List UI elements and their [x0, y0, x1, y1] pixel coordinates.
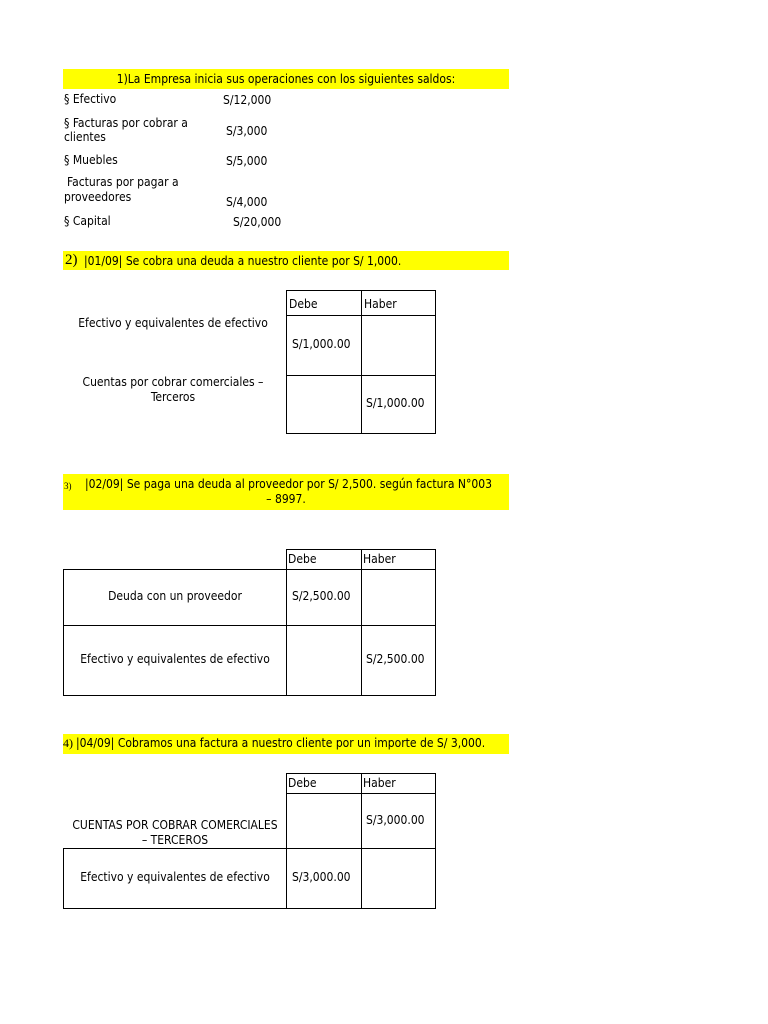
section3-row2-debe-cell	[286, 625, 362, 696]
section3-number: 3)	[64, 481, 72, 491]
section2-row1-debe: S/1,000.00	[292, 337, 351, 351]
balance-value-efectivo: S/12,000	[223, 93, 272, 107]
section2-title: |01/09| Se cobra una deuda a nuestro cliente por S/ 1,000.	[84, 254, 402, 268]
balance-label-facturas-cobrar-line2: clientes	[64, 130, 106, 144]
balance-label-muebles: § Muebles	[64, 153, 118, 167]
balance-label-facturas-cobrar: § Facturas por cobrar a	[64, 116, 188, 130]
section4-title: |04/09| Cobramos una factura a nuestro cliente por un importe de S/ 3,000.	[76, 736, 486, 750]
section1-title: 1)La Empresa inicia sus operaciones con los siguientes saldos:	[116, 72, 456, 86]
balance-value-facturas-cobrar: S/3,000	[226, 124, 268, 138]
section2-row2-label-line2: Terceros	[150, 390, 196, 404]
section4-row2-debe: S/3,000.00	[292, 870, 351, 884]
section4-row2-label: Efectivo y equivalentes de efectivo	[80, 870, 270, 884]
balance-value-muebles: S/5,000	[226, 154, 268, 168]
section3-title-line2: – 8997.	[266, 492, 306, 506]
balance-label-capital: § Capital	[64, 214, 111, 228]
section3-row2-label: Efectivo y equivalentes de efectivo	[80, 652, 270, 666]
section4-row1-label: CUENTAS POR COBRAR COMERCIALES	[72, 818, 278, 832]
section3-row1-debe: S/2,500.00	[292, 589, 351, 603]
section3-title: |02/09| Se paga una deuda al proveedor por S/ 2,500. según factura N°003	[85, 477, 492, 491]
balance-value-capital: S/20,000	[233, 215, 282, 229]
section3-row1-haber-cell	[361, 569, 436, 626]
section4-row1-haber: S/3,000.00	[366, 813, 425, 827]
balance-label-efectivo: § Efectivo	[64, 92, 117, 106]
section3-header-debe: Debe	[288, 552, 317, 566]
section2-row1-label: Efectivo y equivalentes de efectivo	[78, 316, 268, 330]
section4-number: 4)	[63, 736, 73, 750]
section4-row1-label-line2: – TERCEROS	[141, 833, 209, 847]
section2-row2-haber: S/1,000.00	[366, 396, 425, 410]
section3-header-haber: Haber	[363, 552, 396, 566]
balance-label-facturas-pagar-line2: proveedores	[64, 190, 132, 204]
section3-row1-label: Deuda con un proveedor	[108, 589, 242, 603]
section4-header-haber: Haber	[363, 776, 396, 790]
section4-row2-haber-cell	[361, 848, 436, 909]
section4-header-debe: Debe	[288, 776, 317, 790]
section2-header-haber: Haber	[364, 297, 397, 311]
section2-row1-haber-cell	[361, 315, 436, 376]
balance-value-facturas-pagar: S/4,000	[226, 195, 268, 209]
section3-row2-haber: S/2,500.00	[366, 652, 425, 666]
section2-number: 2)	[65, 252, 78, 268]
section2-header-debe: Debe	[289, 297, 318, 311]
section2-row2-label: Cuentas por cobrar comerciales –	[82, 375, 264, 389]
section2-row2-debe-cell	[286, 375, 362, 434]
balance-label-facturas-pagar: Facturas por pagar a	[67, 175, 179, 189]
section4-row1-debe-cell	[286, 793, 362, 849]
